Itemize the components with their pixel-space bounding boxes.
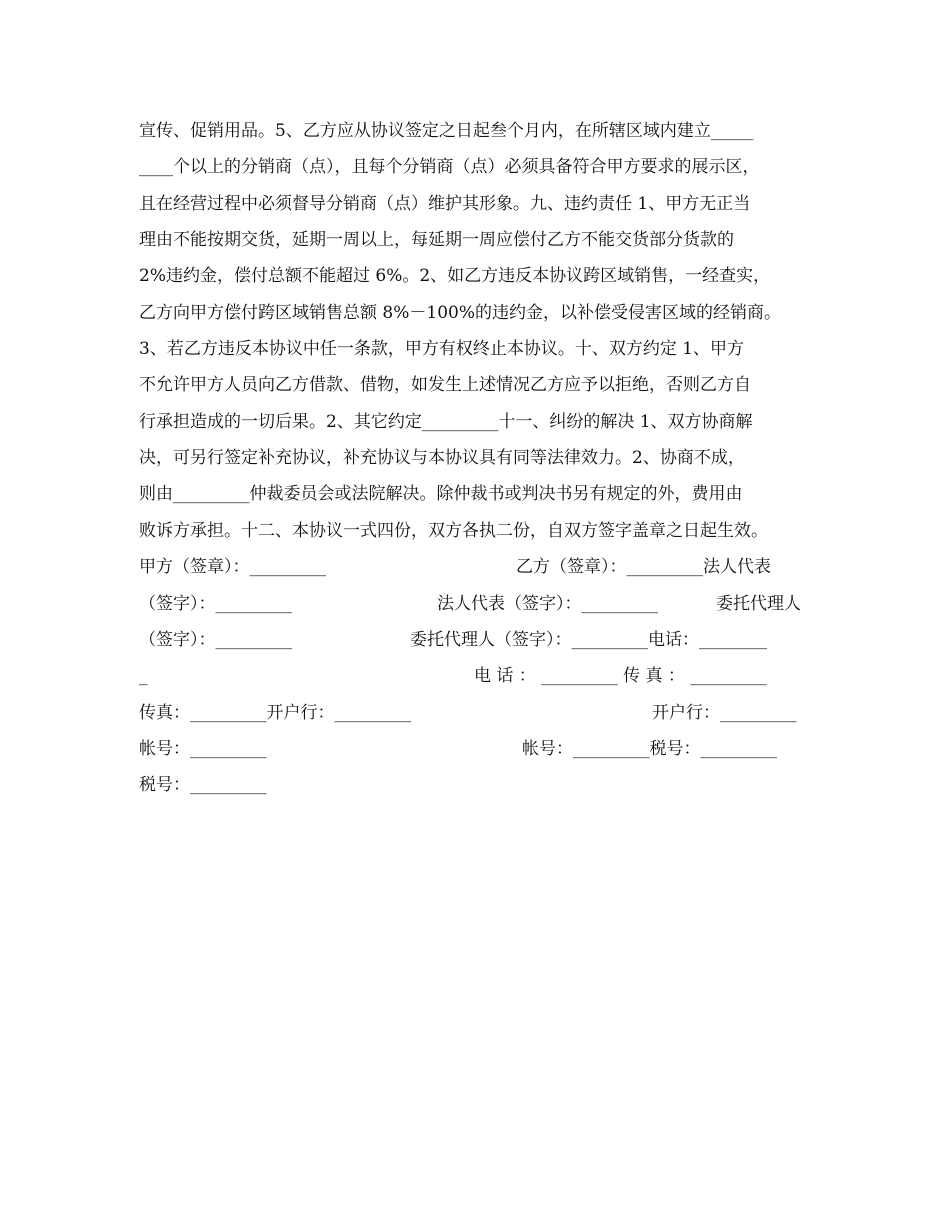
body-line: 乙方向甲方偿付跨区域销售总额 8%－100%的违约金，以补偿受侵害区域的经销商。 <box>139 303 781 323</box>
party-b-account-tax: 帐号：_________税号：_________ <box>522 739 777 759</box>
body-line: 则由_________仲裁委员会或法院解决。除仲裁书或判决书另有规定的外，费用由 <box>139 484 743 504</box>
party-a-account: 帐号：_________ <box>139 739 267 759</box>
party-a-fax-bank: 传真：_________开户行：_________ <box>139 703 411 723</box>
party-b-seal: 乙方（签章）：_________法人代表 <box>516 557 771 577</box>
party-b-bank: 开户行：_________ <box>652 703 797 723</box>
body-line: 不允许甲方人员向乙方借款、借物，如发生上述情况乙方应予以拒绝，否则乙方自 <box>139 375 751 395</box>
body-line: 理由不能按期交货，延期一周以上，每延期一周应偿付乙方不能交货部分货款的 <box>139 230 734 250</box>
party-a-seal: 甲方（签章）：_________ <box>139 557 326 577</box>
body-line: 3、若乙方违反本协议中任一条款，甲方有权终止本协议。十、双方约定 1、甲方 <box>139 339 745 359</box>
underscore-tail: _ <box>139 666 148 686</box>
body-line: 2%违约金，偿付总额不能超过 6%。2、如乙方违反本协议跨区域销售，一经查实， <box>139 266 771 286</box>
body-line: 宣传、促销用品。5、乙方应从协议签定之日起叁个月内，在所辖区域内建立_____ <box>139 121 754 141</box>
party-a-agent-sign: （签字）：_________ <box>139 630 292 650</box>
party-b-rep-sign: 法人代表（签字）：_________ <box>437 594 658 614</box>
party-a-rep-sign: （签字）：_________ <box>139 594 292 614</box>
party-a-tax: 税号：_________ <box>139 775 267 795</box>
body-line: 败诉方承担。十二、本协议一式四份，双方各执二份，自双方签字盖章之日起生效。 <box>139 521 768 541</box>
body-line: 决，可另行签定补充协议，补充协议与本协议具有同等法律效力。2、协商不成， <box>139 448 745 468</box>
party-b-phone-fax: 电 话 ： _________ 传 真 ： _________ <box>474 666 767 686</box>
body-line: ____个以上的分销商（点），且每个分销商（点）必须具备符合甲方要求的展示区， <box>139 157 760 177</box>
party-a-agent-label: 委托代理人 <box>716 594 801 614</box>
body-line: 行承担造成的一切后果。2、其它约定_________十一、纠纷的解决 1、双方协商解 <box>139 412 753 432</box>
body-line: 且在经营过程中必须督导分销商（点）维护其形象。九、违约责任 1、甲方无正当 <box>139 194 751 214</box>
party-b-agent-phone: 委托代理人（签字）：_________电话：________ <box>410 630 767 650</box>
